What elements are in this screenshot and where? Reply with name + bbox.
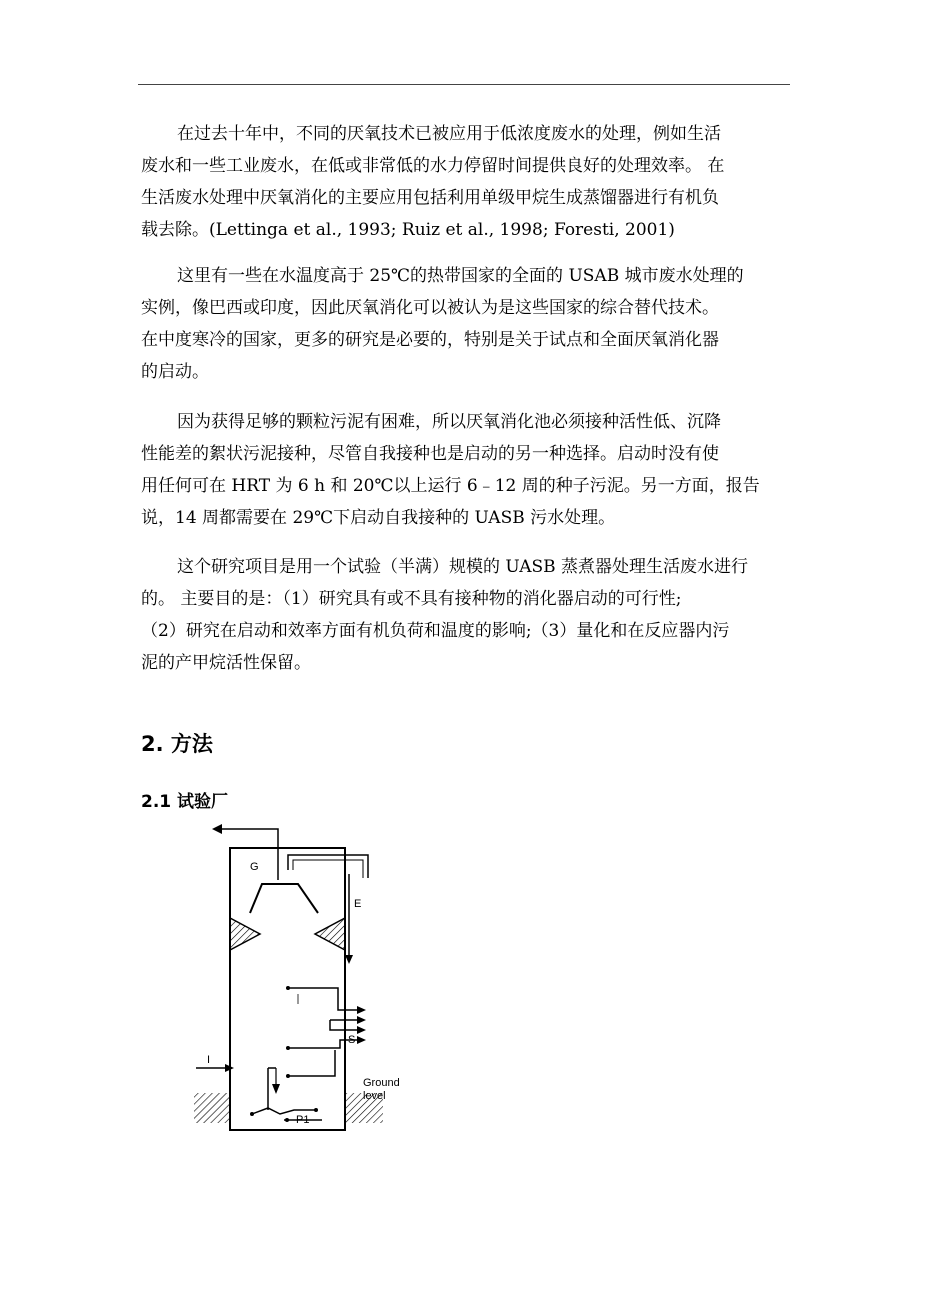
paragraph-line: 的启动。 xyxy=(141,362,209,382)
paragraph-line: 性能差的絮状污泥接种，尽管自我接种也是启动的另一种选择。启动时没有使 xyxy=(141,444,719,464)
label-gas: G xyxy=(250,861,259,873)
paragraph-line: 用任何可在 HRT 为 6 h 和 20℃以上运行 6﹣12 周的种子污泥。另一方面，报告 xyxy=(141,476,760,496)
header-rule xyxy=(138,84,790,85)
label-effluent: E xyxy=(354,898,362,910)
deflector-right xyxy=(315,918,345,950)
paragraph-2 xyxy=(141,260,787,388)
paragraph-line: 载去除。(Lettinga et al., 1993; Ruiz et al., 1998; Foresti, 2001) xyxy=(141,220,675,240)
gas-hood xyxy=(250,884,318,913)
paragraph-line: 因为获得足够的颗粒污泥有困难，所以厌氧消化池必须接种活性低、沉降 xyxy=(177,412,721,432)
label-sampling: S xyxy=(348,1034,356,1046)
effluent-gutter-inner xyxy=(293,860,363,878)
paragraph-4 xyxy=(141,551,787,679)
paragraph-line: 在中度寒冷的国家，更多的研究是必要的，特别是关于试点和全面厌氧消化器 xyxy=(141,330,719,350)
sampling-arrow-1 xyxy=(357,1006,366,1014)
paragraph-line: 说，14 周都需要在 29℃下启动自我接种的 UASB 污水处理。 xyxy=(141,508,616,528)
ground-hatch-left xyxy=(194,1093,230,1123)
label-influent: I xyxy=(207,1054,211,1066)
paragraph-1 xyxy=(141,118,787,246)
effluent-gutter xyxy=(288,855,368,878)
paragraph-line: 的。 主要目的是：（1）研究具有或不具有接种物的消化器启动的可行性; xyxy=(141,589,682,609)
deflector-left xyxy=(230,918,260,950)
gas-outlet-pipe xyxy=(220,829,278,880)
gas-outlet-arrow xyxy=(212,824,222,834)
paragraph-line: 生活废水处理中厌氧消化的主要应用包括利用单级甲烷生成蒸馏器进行有机负 xyxy=(141,188,719,208)
paragraph-line: （2）研究在启动和效率方面有机负荷和温度的影响;（3）量化和在反应器内污 xyxy=(141,621,730,641)
paragraph-3 xyxy=(141,406,787,534)
paragraph-line: 废水和一些工业废水，在低或非常低的水力停留时间提供良好的处理效率。 在 xyxy=(141,156,725,176)
paragraph-line: 这里有一些在水温度高于 25℃的热带国家的全面的 USAB 城市废水处理的 xyxy=(177,266,744,286)
section-heading: 2. 方法 xyxy=(141,732,213,756)
uasb-reactor-diagram xyxy=(190,818,420,1138)
sampling-line-5 xyxy=(288,1050,335,1076)
paragraph-line: 在过去十年中，不同的厌氧技术已被应用于低浓度废水的处理，例如生活 xyxy=(177,124,721,144)
sampling-line-1 xyxy=(288,988,358,1010)
sampling-arrow-4 xyxy=(357,1036,366,1044)
sampling-arrow-2 xyxy=(357,1016,366,1024)
effluent-arrow xyxy=(345,955,353,964)
paragraph-line: 泥的产甲烷活性保留。 xyxy=(141,653,311,673)
sampling-arrow-3 xyxy=(357,1026,366,1034)
subsection-heading: 2.1 试验厂 xyxy=(141,792,229,812)
label-ground: Ground xyxy=(363,1077,400,1089)
label-p1: P1 xyxy=(296,1114,310,1126)
paragraph-line: 实例，像巴西或印度，因此厌氧消化可以被认为是这些国家的综合替代技术。 xyxy=(141,298,719,318)
paragraph-line: 这个研究项目是用一个试验（半满）规模的 UASB 蒸煮器处理生活废水进行 xyxy=(177,557,749,577)
label-level: level xyxy=(363,1090,386,1102)
